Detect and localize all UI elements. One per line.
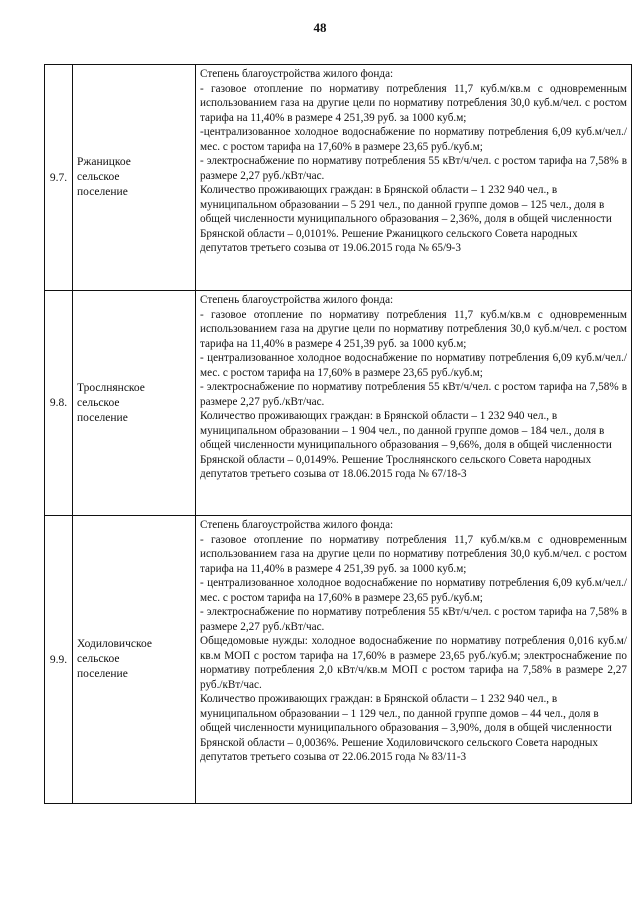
- description-paragraph: Количество проживающих граждан: в Брянской области – 1 232 940 чел., в муниципальном образовании – 1 904 чел., по данной группе домов – 184 чел., доля в общей численности муниципального образования – 9,66%, доля в общей численности Брянской области – 0,0149%. Решение Трослнянского сельского Совета народных депутатов третьего созыва от 18.06.2015 года № 67/18-3: [200, 410, 612, 480]
- row-number: 9.7.: [45, 65, 73, 291]
- table-row: [45, 291, 632, 516]
- description-paragraph: Степень благоустройства жилого фонда:: [200, 68, 394, 80]
- row-number: 9.8.: [45, 291, 73, 516]
- settlement-name-line: поселение: [77, 668, 128, 680]
- row-description: [196, 65, 632, 291]
- settlement-name: [73, 516, 196, 804]
- row-description: [196, 516, 632, 804]
- description-paragraph: - газовое отопление по нормативу потребления 11,7 куб.м/кв.м с одновременным использованием газа на другие цели по нормативу потребления 30,0 куб.м/чел. с ростом тарифа на 11,40% в размере 4 251,39 руб. за 1000 куб.м;: [200, 533, 627, 575]
- settlement-name: [73, 291, 196, 516]
- description-paragraph: - газовое отопление по нормативу потребления 11,7 куб.м/кв.м с одновременным использованием газа на другие цели по нормативу потребления 30,0 куб.м/чел. с ростом тарифа на 11,40% в размере 4 251,39 руб. за 1000 куб.м;: [200, 82, 627, 124]
- settlement-name-line: сельское: [77, 171, 120, 183]
- description-paragraph: Количество проживающих граждан: в Брянской области – 1 232 940 чел., в муниципальном образовании – 5 291 чел., по данной группе домов – 125 чел., доля в общей численности муниципального образования – 2,36%, доля в общей численности Брянской области – 0,0101%. Решение Ржаницкого сельского Совета народных депутатов третьего созыва от 19.06.2015 года № 65/9-3: [200, 184, 612, 254]
- settlement-name-line: Ржаницкое: [77, 156, 131, 168]
- settlement-name-line: Ходиловичское: [77, 638, 152, 650]
- description-paragraph: - электроснабжение по нормативу потребления 55 кВт/ч/чел. с ростом тарифа на 7,58% в размере 2,27 руб./кВт/час.: [200, 155, 627, 182]
- description-paragraph: - электроснабжение по нормативу потребления 55 кВт/ч/чел. с ростом тарифа на 7,58% в размере 2,27 руб./кВт/час.: [200, 381, 627, 408]
- table-row: [45, 65, 632, 291]
- row-description: [196, 291, 632, 516]
- row-number: 9.9.: [45, 516, 73, 804]
- settlement-name-line: поселение: [77, 411, 128, 424]
- description-paragraph: - электроснабжение по нормативу потребления 55 кВт/ч/чел. с ростом тарифа на 7,58% в размере 2,27 руб./кВт/час.: [200, 606, 627, 633]
- settlement-name-line: сельское: [77, 653, 120, 665]
- description-paragraph: Степень благоустройства жилого фонда:: [200, 519, 394, 531]
- description-paragraph: - газовое отопление по нормативу потребления 11,7 куб.м/кв.м с одновременным использованием газа на другие цели по нормативу потребления 30,0 куб.м/чел. с ростом тарифа на 11,40% в размере 4 251,39 руб. за 1000 куб.м;: [200, 308, 627, 350]
- description-paragraph: - централизованное холодное водоснабжение по нормативу потребления 6,09 куб.м/чел./мес. с ростом тарифа на 17,60% в размере 23,65 руб./куб.м;: [200, 577, 627, 604]
- page-number: 48: [313, 20, 327, 35]
- description-paragraph: - централизованное холодное водоснабжение по нормативу потребления 6,09 куб.м/чел./мес. с ростом тарифа на 17,60% в размере 23,65 руб./куб.м;: [200, 352, 627, 379]
- table-row: [45, 516, 632, 804]
- description-paragraph: Общедомовые нужды: холодное водоснабжение по нормативу потребления 0,016 куб.м/кв.м МОП с ростом тарифа на 17,60% в размере 23,65 руб./куб.м; электроснабжение по нормативу потребления 2,0 кВт/ч/кв.м МОП с ростом тарифа на 7,58% в размере 2,27 руб./кВт/час.: [200, 635, 627, 691]
- description-paragraph: Количество проживающих граждан: в Брянской области – 1 232 940 чел., в муниципальном образовании – 1 129 чел., по данной группе домов – 44 чел., доля в общей численности муниципального образования – 3,90%, доля в общей численности Брянской области – 0,0036%. Решение Ходиловичского сельского Совета народных депутатов третьего созыва от 22.06.2015 года № 83/11-3: [200, 693, 612, 763]
- description-paragraph: -централизованное холодное водоснабжение по нормативу потребления 6,09 куб.м/чел./мес. с ростом тарифа на 17,60% в размере 23,65 руб./куб.м;: [200, 126, 627, 153]
- tariff-table: [44, 64, 632, 804]
- settlement-name-line: Трослнянское: [77, 381, 145, 394]
- settlement-name-line: сельское: [77, 396, 120, 409]
- settlement-name-line: поселение: [77, 186, 128, 198]
- settlement-name: [73, 65, 196, 291]
- description-paragraph: Степень благоустройства жилого фонда:: [200, 294, 394, 306]
